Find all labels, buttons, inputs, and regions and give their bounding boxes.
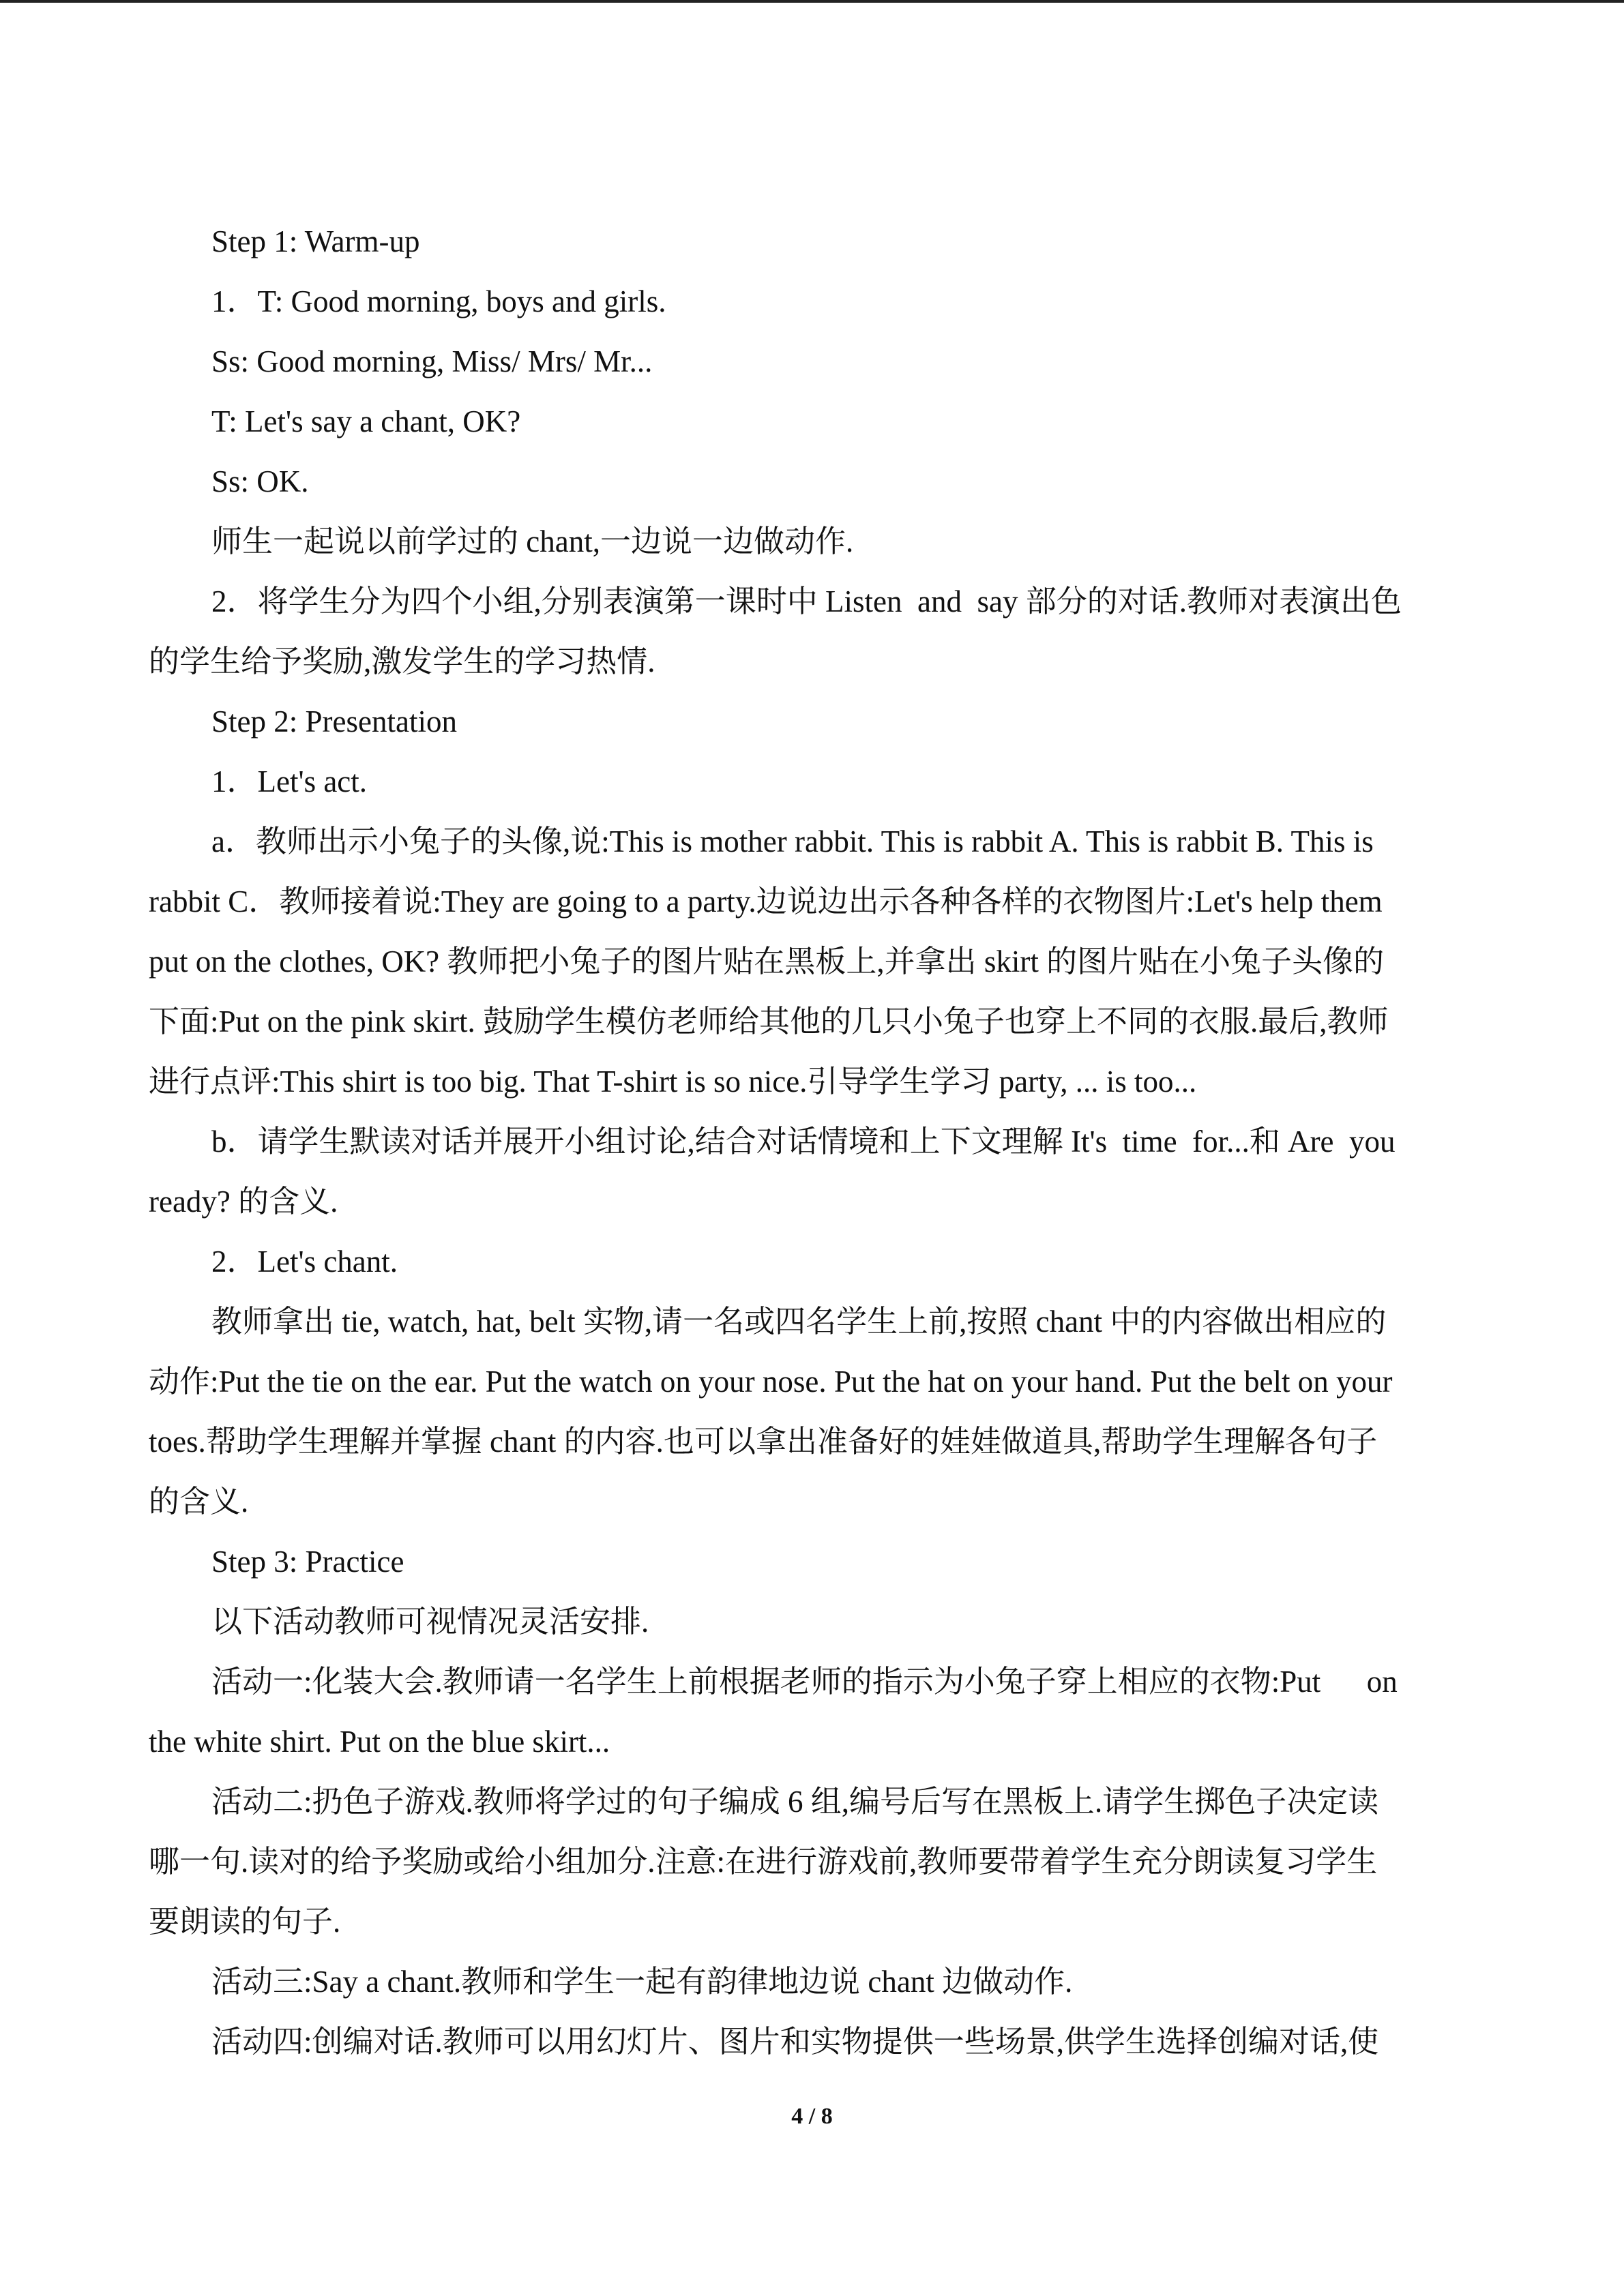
text-line: Ss: Good morning, Miss/ Mrs/ Mr... <box>211 344 653 378</box>
text-line: 1．T: Good morning, boys and girls. <box>211 284 666 318</box>
text-line: 教师拿出 tie, watch, hat, belt 实物,请一名或四名学生上前,按照 chant 中的内容做出相应的 <box>211 1304 1387 1339</box>
text-line: 以下活动教师可视情况灵活安排. <box>211 1605 649 1639</box>
text-line: Step 3: Practice <box>211 1545 404 1579</box>
text-line: 活动二:扔色子游戏.教师将学过的句子编成 6 组,编号后写在黑板上.请学生掷色子决定读 <box>211 1785 1379 1819</box>
text-line: b．请学生默读对话并展开小组讨论,结合对话情境和上下文理解 It's time for...和 Are you <box>211 1124 1396 1159</box>
text-line: 哪一句.读对的给予奖励或给小组加分.注意:在进行游戏前,教师要带着学生充分朗读复习学生 <box>149 1845 1378 1879</box>
text-line: 师生一起说以前学过的 chant,一边说一边做动作. <box>211 524 854 558</box>
text-line: 的含义. <box>149 1485 249 1519</box>
text-line: the white shirt. Put on the blue skirt... <box>149 1725 610 1759</box>
text-line: put on the clothes, OK? 教师把小兔子的图片贴在黑板上,并拿出 skirt 的图片贴在小兔子头像的 <box>149 944 1385 979</box>
page-number: 4 / 8 <box>791 2104 833 2129</box>
text-line: toes.帮助学生理解并掌握 chant 的内容.也可以拿出准备好的娃娃做道具,帮助学生理解各句子 <box>149 1425 1378 1459</box>
page-top-border <box>0 0 1624 3</box>
text-line: 的学生给予奖励,激发学生的学习热情. <box>149 644 655 679</box>
text-line: Step 2: Presentation <box>211 704 457 739</box>
text-line: rabbit C．教师接着说:They are going to a party.边说边出示各种各样的衣物图片:Let's help them <box>149 884 1383 919</box>
text-line: a．教师出示小兔子的头像,说:This is mother rabbit. This is rabbit A. This is rabbit B. This is <box>211 824 1374 859</box>
text-line: ready? 的含义. <box>149 1184 338 1219</box>
text-line: 下面:Put on the pink skirt. 鼓励学生模仿老师给其他的几只小兔子也穿上不同的衣服.最后,教师 <box>149 1004 1389 1039</box>
text-line: 进行点评:This shirt is too big. That T-shirt is so nice.引导学生学习 party, ... is too... <box>149 1064 1197 1099</box>
text-line: 2．Let's chant. <box>211 1244 398 1279</box>
text-line: 活动四:创编对话.教师可以用幻灯片、图片和实物提供一些场景,供学生选择创编对话,使 <box>211 2025 1379 2059</box>
text-line: 1．Let's act. <box>211 764 368 799</box>
text-line: 要朗读的句子. <box>149 1905 341 1939</box>
text-line: Step 1: Warm-up <box>211 224 420 258</box>
text-line: 活动三:Say a chant.教师和学生一起有韵律地边说 chant 边做动作. <box>211 1965 1073 1999</box>
text-line: 动作:Put the tie on the ear. Put the watch on your nose. Put the hat on your hand. Put the belt on your <box>149 1365 1393 1399</box>
text-line: 2．将学生分为四个小组,分别表演第一课时中 Listen and say 部分的对话.教师对表演出色 <box>211 584 1402 618</box>
document-page <box>149 211 1475 2072</box>
text-line: 活动一:化装大会.教师请一名学生上前根据老师的指示为小兔子穿上相应的衣物:Put on <box>211 1665 1398 1699</box>
text-line: Ss: OK. <box>211 464 309 498</box>
text-line: T: Let's say a chant, OK? <box>211 404 521 438</box>
